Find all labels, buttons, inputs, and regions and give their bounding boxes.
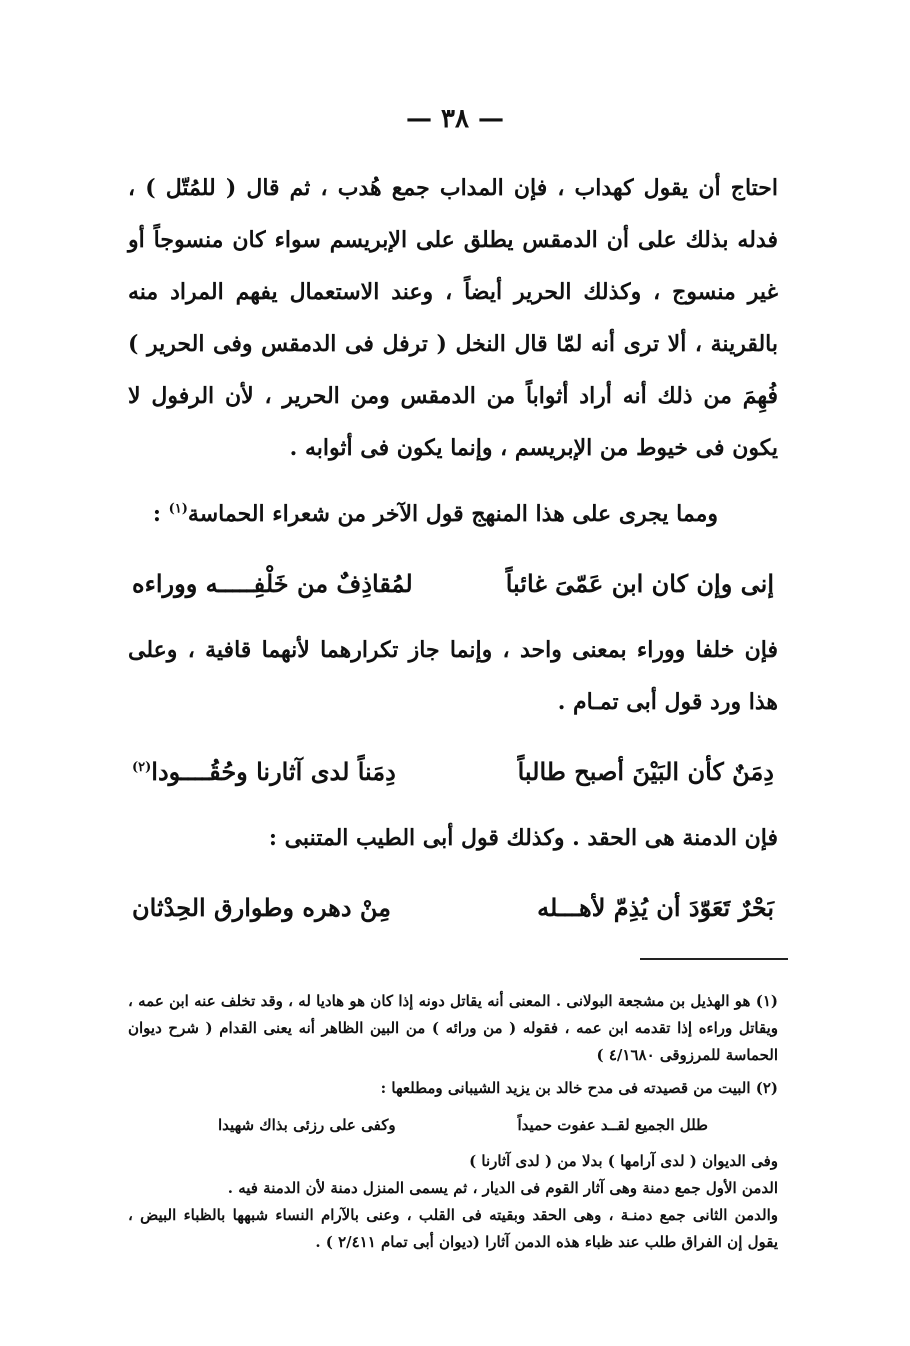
- verse-2-second-text: دِمَناً لدى آثارنا وحُقُــــودا: [151, 757, 396, 786]
- verse-2-first-hemistich: دِمَنٌ كأن البَيْنَ أصبح طالباً: [517, 757, 774, 786]
- footnote-ref-1: (١): [168, 501, 188, 517]
- footnote-separator: [640, 958, 788, 960]
- verse-3: [128, 878, 778, 938]
- verse-3-second-hemistich: مِنْ دهره وطوارق الحِدْثان: [132, 893, 392, 922]
- intro-colon: :: [152, 501, 169, 527]
- footnote-2-variant: وفى الديوان ( لدى آرامها ) بدلا من ( لدى آثارنا ): [469, 1152, 778, 1170]
- paragraph-2-intro: [128, 488, 778, 540]
- footnote-1: (١) هو الهذيل بن مشجعة البولانى . المعنى أنه يقاتل دونه إذا كان هو هاديا له ، وقد تخلف عنه ابن عمه ، ويقاتل وراءه إذا تقدمه ابن عمه ، فقوله ( من ورائه ) من البين الظاهر أنه يعنى القدام ( شرح ديوان الحماسة للمرزوقى ٤/١٦٨٠ ): [128, 992, 778, 1064]
- verse-2: [128, 742, 778, 802]
- intro-text: ومما يجرى على هذا المنهج قول الآخر من شعراء الحماسة: [187, 501, 718, 527]
- verse-3-first-hemistich: بَحْرٌ تَعَوّدَ أن يُذِمّ لأهـــله: [537, 893, 774, 922]
- footnote-2-verse-second: وكفى على رزئى بذاك شهيدا: [218, 1116, 396, 1134]
- main-text: [128, 162, 778, 948]
- footnotes: [128, 988, 778, 1256]
- verse-2-second-hemistich: [132, 742, 396, 802]
- paragraph-1: احتاج أن يقول كهداب ، فإن المداب جمع هُدب ، ثم قال ( للمُتّل ) ، فدله بذلك على أن الدمقس يطلق على الإبريسم سواء كان منسوجاً أو غير منسوج ، وكذلك الحرير أيضاً ، وعند الاستعمال يفهم المراد منه بالقرينة ، ألا ترى أنه لمّا قال النخل ( ترفل فى الدمقس وفى الحرير ) فُهِمَ من ذلك أنه أراد أثواباً من الدمقس ومن الحرير ، لأن الرفول لا يكون فى خيوط من الإبريسم ، وإنما يكون فى أثوابه .: [128, 175, 778, 461]
- verse-1: [128, 554, 778, 614]
- verse-1-second-hemistich: لمُقاذِفٌ من خَلْفِـــــه ووراءه: [132, 569, 413, 598]
- paragraph-4: فإن الدمنة هى الحقد . وكذلك قول أبى الطيب المتنبى :: [268, 825, 778, 851]
- footnote-2-paragraph-1: الدمن الأول جمع دمنة وهى آثار القوم فى الديار ، ثم يسمى المنزل دمنة لأن الدمنة فيه .: [227, 1179, 778, 1197]
- footnote-2-paragraph-2: والدمن الثانى جمع دمنـة ، وهى الحقد وبقيته فى القلب ، وعنى بالآرام النساء شبهها بالظباء البيض ، يقول إن الفراق طلب عند ظباء هذه الدمن آثارا (ديوان أبى تمام ٢/٤١١ ) .: [128, 1206, 778, 1251]
- page-number: — ٣٨ —: [405, 104, 505, 134]
- verse-1-first-hemistich: إنى وإن كان ابن عَمّىَ غائباً: [505, 569, 774, 598]
- paragraph-3: فإن خلفا ووراء بمعنى واحد ، وإنما جاز تكرارهما لأنهما قافية ، وعلى هذا ورد قول أبى تمـام .: [128, 637, 778, 715]
- footnote-2-intro: (٢) البيت من قصيدته فى مدح خالد بن يزيد الشيبانى ومطلعها :: [380, 1079, 778, 1097]
- footnote-2-verse: [128, 1110, 778, 1140]
- footnote-2-verse-first: طلل الجميع لقــد عفوت حميداً: [517, 1116, 708, 1134]
- footnote-ref-2: (٢): [132, 760, 152, 775]
